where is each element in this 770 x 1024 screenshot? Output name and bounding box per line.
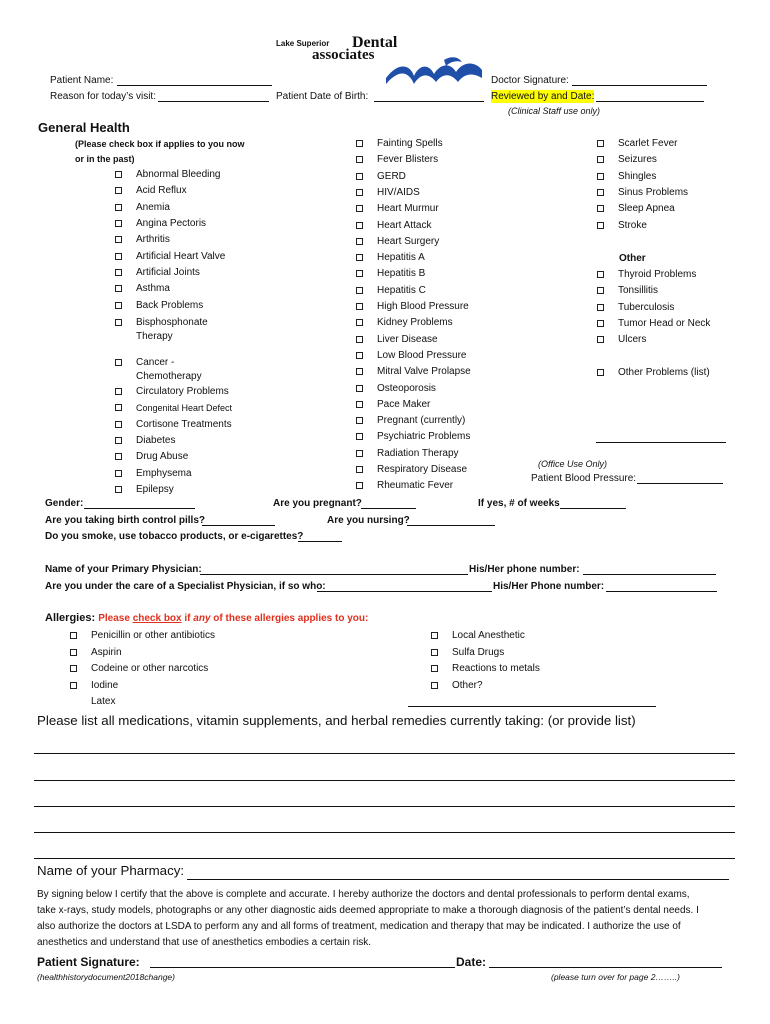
weeks-field[interactable] xyxy=(560,498,626,509)
other-problems-line[interactable] xyxy=(596,442,726,443)
signature-field[interactable] xyxy=(150,955,455,968)
turn-over-note: (please turn over for page 2……..) xyxy=(551,972,680,982)
signature-label: Patient Signature: xyxy=(37,955,140,969)
checkbox[interactable] xyxy=(431,665,438,672)
logo-text-small: Lake Superior xyxy=(276,39,330,48)
checkbox[interactable] xyxy=(356,140,363,147)
condition-label: Hepatitis B xyxy=(377,268,426,280)
checkbox[interactable] xyxy=(431,632,438,639)
checkbox[interactable] xyxy=(356,482,363,489)
condition-label: Pregnant (currently) xyxy=(377,415,466,427)
condition-label: Fainting Spells xyxy=(377,138,443,149)
gender-label: Gender: xyxy=(45,498,84,509)
condition-label: Low Blood Pressure xyxy=(377,349,467,361)
checkbox[interactable] xyxy=(356,270,363,277)
consent-line-1: By signing below I certify that the above is complete and accurate. I hereby authorize the doctors and dental professionals to perform dental exams, xyxy=(37,889,690,900)
allergy-label: Aspirin xyxy=(91,646,122,658)
checkbox[interactable] xyxy=(115,220,122,227)
instruction-line1: (Please check box if applies to you now xyxy=(75,139,245,149)
checkbox[interactable] xyxy=(356,385,363,392)
medication-line-4[interactable] xyxy=(34,832,735,833)
condition-label: Anemia xyxy=(136,201,170,213)
checkbox[interactable] xyxy=(115,187,122,194)
checkbox[interactable] xyxy=(70,665,77,672)
condition-label: Respiratory Disease xyxy=(377,464,468,475)
condition-label: Artificial Heart Valve xyxy=(136,250,226,262)
condition-label: Artificial Joints xyxy=(136,267,200,279)
allergy-label: Penicillin or other antibiotics xyxy=(91,630,215,641)
phone2-label: His/Her Phone number: xyxy=(493,581,605,592)
checkbox[interactable] xyxy=(356,205,363,212)
general-health-title: General Health xyxy=(38,120,130,135)
instruction-line2: or in the past) xyxy=(75,154,135,164)
checkbox[interactable] xyxy=(115,453,122,460)
condition-label: Psychiatric Problems xyxy=(377,431,471,443)
checkbox[interactable] xyxy=(115,285,122,292)
phone1-field[interactable] xyxy=(583,564,716,575)
condition-label: Shingles xyxy=(618,170,657,182)
reviewed-label: Reviewed by and Date: xyxy=(491,91,595,102)
physician-label: Name of your Primary Physician: xyxy=(45,564,202,575)
phone1-label: His/Her phone number: xyxy=(469,564,580,575)
pregnant-field[interactable] xyxy=(361,498,416,509)
gender-field[interactable] xyxy=(84,498,195,509)
tobacco-field[interactable] xyxy=(298,531,342,542)
medication-line-1[interactable] xyxy=(34,753,735,754)
logo-text-dental: Dental xyxy=(352,34,398,51)
date-label: Date: xyxy=(456,955,487,969)
condition-label: Heart Attack xyxy=(377,219,432,231)
checkbox[interactable] xyxy=(597,156,604,163)
checkbox[interactable] xyxy=(356,156,363,163)
checkbox[interactable] xyxy=(597,222,604,229)
condition-label: Rheumatic Fever xyxy=(377,480,454,492)
pregnant-label: Are you pregnant? xyxy=(273,498,362,509)
medication-line-3[interactable] xyxy=(34,806,735,807)
checkbox[interactable] xyxy=(70,632,77,639)
specialist-label: Are you under the care of a Specialist Physician, if so who: xyxy=(45,581,326,592)
allergy-label: Local Anesthetic xyxy=(452,630,525,641)
checkbox[interactable] xyxy=(597,287,604,294)
allergy-label: Codeine or other narcotics xyxy=(91,663,209,674)
condition-label: High Blood Pressure xyxy=(377,301,469,312)
logo-text-associates: associates xyxy=(312,47,375,63)
consent-line-3: also authorize the doctors at LSDA to perform any and all forms of treatment, medication and therapy that may be indicated. I authorize the use of xyxy=(37,921,681,932)
condition-label: Drug Abuse xyxy=(136,451,189,463)
checkbox[interactable] xyxy=(597,205,604,212)
condition-label: Epilepsy xyxy=(136,483,174,495)
condition-label: Osteoporosis xyxy=(377,382,436,394)
checkbox[interactable] xyxy=(115,171,122,178)
nursing-field[interactable] xyxy=(407,515,495,526)
condition-label: Hepatitis C xyxy=(377,284,426,296)
condition-label: Mitral Valve Prolapse xyxy=(377,366,471,378)
checkbox[interactable] xyxy=(115,388,122,395)
condition-label: Heart Murmur xyxy=(377,203,439,215)
pharmacy-field[interactable] xyxy=(187,867,729,880)
condition-label: Scarlet Fever xyxy=(618,138,678,149)
checkbox[interactable] xyxy=(356,222,363,229)
checkbox[interactable] xyxy=(115,421,122,428)
checkbox[interactable] xyxy=(356,238,363,245)
condition-label: Hepatitis A xyxy=(377,252,425,264)
tobacco-label: Do you smoke, use tobacco products, or e-cigarettes? xyxy=(45,531,304,542)
condition-label: Radiation Therapy xyxy=(377,447,459,459)
office-use-note: (Office Use Only) xyxy=(538,459,608,469)
checkbox[interactable] xyxy=(356,368,363,375)
checkbox[interactable] xyxy=(597,369,604,376)
checkbox[interactable] xyxy=(356,287,363,294)
consent-line-2: take x-rays, study models, photographs or any other diagnostic aids deemed appropriate to make a thorough diagnosis of the patient’s dental needs. I xyxy=(37,905,699,916)
allergies-instruction: Please check box if any of these allergies applies to you: xyxy=(98,613,369,624)
allergy-label: Iodine xyxy=(91,679,119,691)
checkbox[interactable] xyxy=(356,417,363,424)
allergies-heading xyxy=(45,612,368,624)
logo xyxy=(274,34,489,86)
checkbox[interactable] xyxy=(70,649,77,656)
checkbox[interactable] xyxy=(356,189,363,196)
dob-label: Patient Date of Birth: xyxy=(276,91,369,102)
consent-line-4: anesthetics and understand that use of anesthetics embodies a certain risk. xyxy=(37,937,372,948)
medication-line-2[interactable] xyxy=(34,780,735,781)
reason-field[interactable] xyxy=(158,91,269,102)
checkbox[interactable] xyxy=(115,486,122,493)
dob-field[interactable] xyxy=(374,91,484,102)
condition-label: Liver Disease xyxy=(377,333,438,345)
condition-label: Tuberculosis xyxy=(618,301,675,313)
condition-label: Ulcers xyxy=(618,334,647,346)
allergy-label: Sulfa Drugs xyxy=(452,646,505,658)
checkbox[interactable] xyxy=(115,319,122,326)
reviewed-field[interactable] xyxy=(596,91,704,102)
condition-label: Diabetes xyxy=(136,434,176,446)
birth-control-label: Are you taking birth control pills? xyxy=(45,515,206,526)
checkbox[interactable] xyxy=(356,303,363,310)
condition-label: Sleep Apnea xyxy=(618,203,675,215)
doctor-signature-field[interactable] xyxy=(572,75,707,86)
checkbox[interactable] xyxy=(356,433,363,440)
allergy-latex: Latex xyxy=(91,696,116,707)
checkbox[interactable] xyxy=(115,236,122,243)
other-title: Other xyxy=(619,253,646,264)
condition-label: Arthritis xyxy=(136,234,170,246)
checkbox[interactable] xyxy=(356,352,363,359)
checkbox[interactable] xyxy=(431,649,438,656)
checkbox[interactable] xyxy=(115,204,122,211)
condition-label: Asthma xyxy=(136,283,170,295)
condition-label: Back Problems xyxy=(136,299,204,311)
pharmacy-label: Name of your Pharmacy: xyxy=(37,863,185,878)
checkbox[interactable] xyxy=(356,401,363,408)
checkbox[interactable] xyxy=(115,359,122,366)
condition-label: Circulatory Problems xyxy=(136,386,229,397)
birth-control-field[interactable] xyxy=(202,515,275,526)
checkbox[interactable] xyxy=(356,336,363,343)
checkbox[interactable] xyxy=(431,682,438,689)
medication-line-5[interactable] xyxy=(34,858,735,859)
medications-prompt: Please list all medications, vitamin supplements, and herbal remedies currently taking: (or provide list) xyxy=(37,713,636,728)
physician-field[interactable] xyxy=(200,564,468,575)
condition-label: Cortisone Treatments xyxy=(136,418,232,430)
condition-label: HIV/AIDS xyxy=(377,186,420,198)
condition-label: Pace Maker xyxy=(377,398,431,410)
checkbox[interactable] xyxy=(356,173,363,180)
date-field[interactable] xyxy=(489,955,722,968)
reason-label: Reason for today’s visit: xyxy=(50,91,156,102)
condition-label: Seizures xyxy=(618,154,657,166)
condition-label: Thyroid Problems xyxy=(618,269,697,280)
condition-label: Fever Blisters xyxy=(377,154,439,166)
blood-pressure-label: Patient Blood Pressure: xyxy=(531,473,637,484)
condition-label: Tonsillitis xyxy=(618,285,659,297)
checkbox[interactable] xyxy=(597,189,604,196)
checkbox[interactable] xyxy=(597,320,604,327)
condition-label: Kidney Problems xyxy=(377,317,453,329)
condition-label: Heart Surgery xyxy=(377,235,440,247)
allergy-label: Reactions to metals xyxy=(452,663,540,674)
weeks-label: If yes, # of weeks xyxy=(478,498,560,509)
condition-label: GERD xyxy=(377,170,406,182)
checkbox[interactable] xyxy=(115,253,122,260)
checkbox[interactable] xyxy=(356,319,363,326)
allergy-label: Other? xyxy=(452,679,483,691)
document-id: (healthhistorydocument2018change) xyxy=(37,972,175,982)
checkbox[interactable] xyxy=(597,271,604,278)
phone2-field[interactable] xyxy=(606,581,717,592)
checkbox[interactable] xyxy=(70,682,77,689)
checkbox[interactable] xyxy=(115,269,122,276)
condition-label: Angina Pectoris xyxy=(136,218,207,230)
checkbox[interactable] xyxy=(356,450,363,457)
checkbox[interactable] xyxy=(356,254,363,261)
checkbox[interactable] xyxy=(356,466,363,473)
condition-label: Emphysema xyxy=(136,467,192,479)
allergies-title: Allergies: xyxy=(45,612,96,624)
checkbox[interactable] xyxy=(115,302,122,309)
condition-label: Tumor Head or Neck xyxy=(618,317,711,329)
clinical-note: (Clinical Staff use only) xyxy=(508,106,601,116)
checkbox[interactable] xyxy=(115,470,122,477)
doctor-signature-label: Doctor Signature: xyxy=(491,75,569,86)
nursing-label: Are you nursing? xyxy=(327,515,410,526)
logo-wave-icon xyxy=(384,56,484,86)
condition-label: Acid Reflux xyxy=(136,185,187,197)
condition-label: Stroke xyxy=(618,219,647,231)
patient-name-field[interactable] xyxy=(117,75,272,86)
checkbox[interactable] xyxy=(115,437,122,444)
condition-label: Abnormal Bleeding xyxy=(136,169,221,180)
condition-label: Congenital Heart Defect xyxy=(136,403,233,414)
condition-label: Sinus Problems xyxy=(618,186,689,198)
checkbox[interactable] xyxy=(597,140,604,147)
checkbox[interactable] xyxy=(597,304,604,311)
specialist-field[interactable] xyxy=(317,581,492,592)
blood-pressure-field[interactable] xyxy=(637,473,723,484)
allergy-other-line[interactable] xyxy=(408,706,656,707)
checkbox[interactable] xyxy=(597,173,604,180)
checkbox[interactable] xyxy=(115,404,122,411)
patient-name-label: Patient Name: xyxy=(50,75,114,86)
checkbox[interactable] xyxy=(597,336,604,343)
